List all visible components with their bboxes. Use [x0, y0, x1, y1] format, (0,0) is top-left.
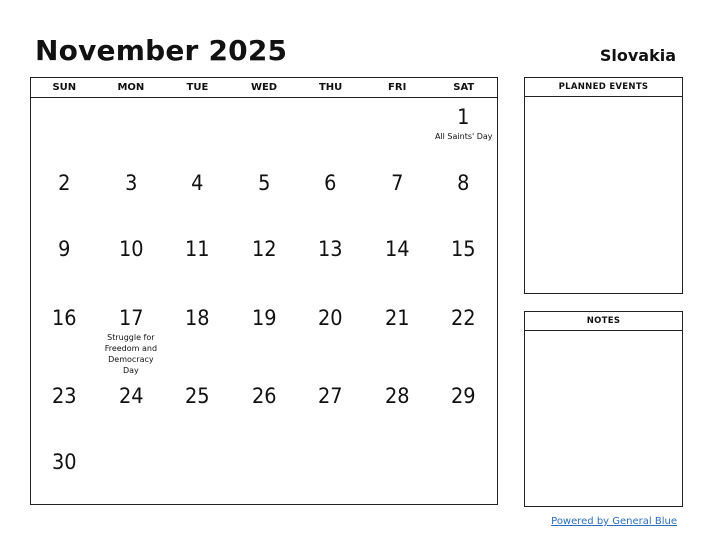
day-cell — [430, 442, 497, 504]
day-cell — [98, 298, 165, 376]
page-title: November 2025 — [35, 34, 288, 67]
day-cell — [297, 163, 364, 229]
day-cell — [98, 442, 165, 504]
weekday-label: FRI — [388, 82, 407, 93]
week-row — [31, 298, 497, 376]
day-cell — [297, 229, 364, 298]
day-number: 2 — [58, 171, 71, 195]
day-cell — [231, 376, 298, 442]
day-number: 15 — [451, 237, 477, 261]
weekday-label: SAT — [453, 82, 475, 93]
day-cell — [98, 97, 165, 163]
day-number: 11 — [185, 237, 210, 261]
day-cell — [164, 229, 231, 298]
day-number: 10 — [118, 237, 144, 261]
day-number: 27 — [318, 384, 343, 408]
day-cell — [164, 442, 231, 504]
day-number: 20 — [318, 306, 343, 330]
day-cell — [164, 163, 231, 229]
day-number: 21 — [384, 306, 410, 330]
day-cell — [430, 298, 497, 376]
weekday-label: TUE — [186, 82, 209, 93]
day-cell — [364, 163, 431, 229]
day-number: 18 — [185, 306, 210, 330]
notes-title: NOTES — [525, 312, 682, 331]
week-row — [31, 376, 497, 442]
notes-panel — [524, 311, 683, 507]
day-cell — [164, 298, 231, 376]
day-number: 22 — [451, 306, 477, 330]
day-number: 24 — [118, 384, 144, 408]
day-cell — [31, 298, 98, 376]
day-number: 26 — [251, 384, 277, 408]
day-cell — [364, 376, 431, 442]
day-number: 25 — [185, 384, 210, 408]
day-cell — [31, 229, 98, 298]
week-row — [31, 163, 497, 229]
week-row — [31, 97, 497, 163]
day-cell — [364, 442, 431, 504]
day-cell — [98, 163, 165, 229]
day-cell — [297, 97, 364, 163]
day-cell — [430, 163, 497, 229]
holiday-label: Struggle for Freedom and Democracy Day — [104, 333, 158, 375]
day-number: 1 — [457, 105, 470, 129]
planned-events-title: PLANNED EVENTS — [525, 78, 682, 97]
day-cell — [364, 229, 431, 298]
day-cell — [364, 97, 431, 163]
weekday-label: THU — [318, 82, 343, 93]
day-number: 9 — [58, 237, 71, 261]
weekday-label: SUN — [52, 82, 77, 93]
day-cell — [31, 163, 98, 229]
day-number: 13 — [318, 237, 343, 261]
day-cell — [98, 229, 165, 298]
day-number: 30 — [51, 450, 77, 474]
day-cell — [231, 163, 298, 229]
day-cell — [231, 97, 298, 163]
month-calendar — [30, 77, 498, 505]
week-row — [31, 229, 497, 298]
day-cell — [231, 298, 298, 376]
day-cell — [231, 442, 298, 504]
day-cell — [297, 442, 364, 504]
weekday-header — [31, 78, 497, 98]
day-number: 12 — [251, 237, 277, 261]
day-number: 6 — [324, 171, 337, 195]
day-cell — [231, 229, 298, 298]
day-number: 16 — [51, 306, 77, 330]
day-number: 17 — [118, 306, 144, 330]
day-number: 19 — [251, 306, 277, 330]
day-cell — [430, 376, 497, 442]
day-cell — [164, 376, 231, 442]
day-cell — [430, 229, 497, 298]
day-cell — [297, 298, 364, 376]
day-number: 3 — [124, 171, 138, 195]
day-number: 7 — [391, 171, 404, 195]
day-number: 23 — [51, 384, 77, 408]
holiday-label: All Saints' Day — [434, 132, 493, 141]
day-cell — [31, 376, 98, 442]
day-number: 14 — [384, 237, 410, 261]
day-cell — [98, 376, 165, 442]
day-number: 4 — [191, 171, 204, 195]
country-label: Slovakia — [599, 46, 676, 65]
week-row — [31, 442, 497, 504]
day-cell — [164, 97, 231, 163]
planned-events-panel — [524, 77, 683, 294]
day-number: 5 — [257, 171, 271, 195]
day-cell — [430, 97, 497, 163]
day-number: 8 — [457, 171, 470, 195]
weekday-label: WED — [250, 82, 278, 93]
day-number: 28 — [384, 384, 410, 408]
day-cell — [364, 298, 431, 376]
powered-by-link[interactable]: Powered by General Blue — [551, 516, 677, 527]
day-cell — [297, 376, 364, 442]
day-cell — [31, 97, 98, 163]
weekday-label: MON — [117, 82, 145, 93]
day-cell — [31, 442, 98, 504]
day-number: 29 — [451, 384, 477, 408]
